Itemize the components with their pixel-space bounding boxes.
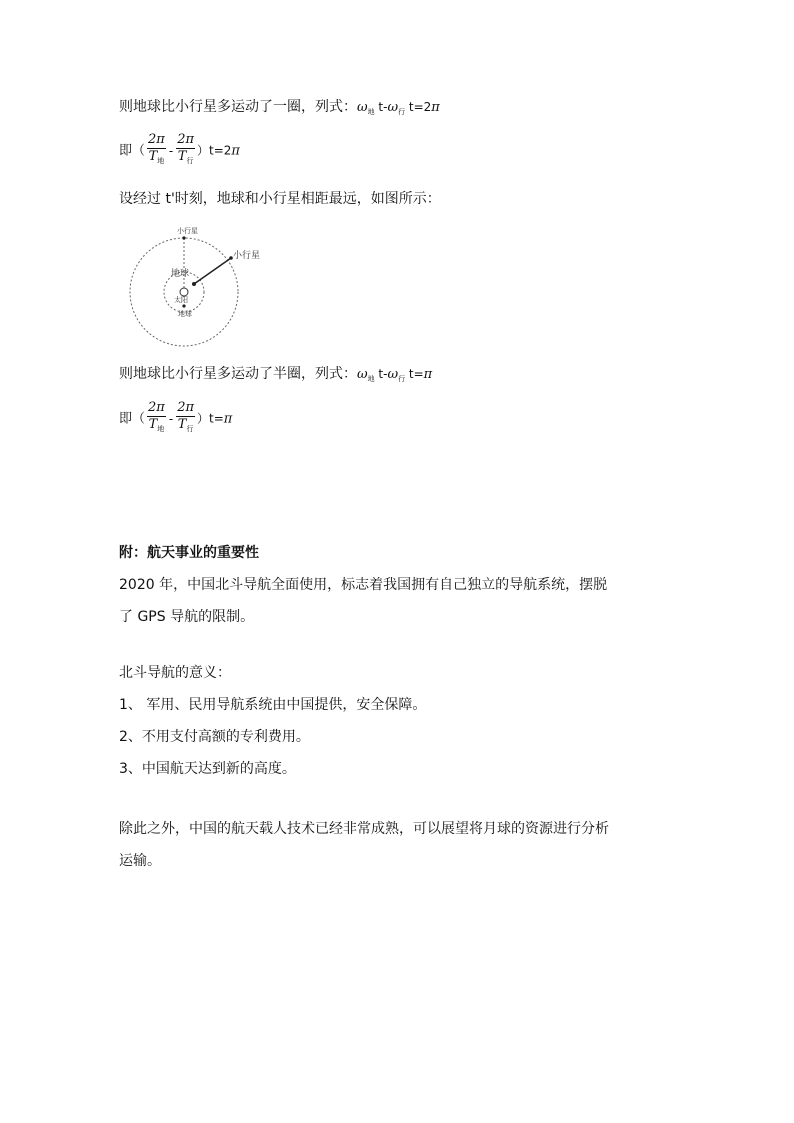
full-circle-text: 则地球比小行星多运动了一圈，列式： xyxy=(119,99,357,115)
label-asteroid-right: 小行星 xyxy=(233,251,261,261)
para2-line2: 运输。 xyxy=(119,853,161,869)
meaning-item-1: 1、 军用、民用导航系统由中国提供，安全保障。 xyxy=(119,697,427,713)
half-circle-text: 则地球比小行星多运动了半圈，列式： xyxy=(119,366,357,382)
omega-earth: $\omega_地$ xyxy=(357,100,375,116)
fraction-equation-2: 即（ $\frac{2\pi}{T_地}$ - $\frac{2\pi}{T_行}$ ）t=π xyxy=(119,400,232,438)
sun xyxy=(180,288,188,296)
earth-dot-bottom xyxy=(182,304,185,307)
earth-dot-inner xyxy=(192,282,196,286)
solid-line-to-asteroid xyxy=(194,258,231,284)
meaning-item-2: 2、不用支付高额的专利费用。 xyxy=(119,729,310,745)
setup-line: 设经过 t'时刻，地球和小行星相距最远，如图所示： xyxy=(119,191,441,207)
orbit-diagram xyxy=(120,222,280,352)
meaning-title: 北斗导航的意义： xyxy=(119,665,231,681)
para1-line1: 2020 年，中国北斗导航全面使用，标志着我国拥有自己独立的导航系统，摆脱 xyxy=(119,577,608,593)
fraction-asteroid: $\frac{2\pi}{T_行}$ xyxy=(175,132,196,169)
equation-line-full-circle: 则地球比小行星多运动了一圈，列式：$\omega_地$ $t-\omega_行$ t=2π xyxy=(119,99,440,116)
appendix-heading: 附：航天事业的重要性 xyxy=(119,545,259,561)
asteroid-dot-top xyxy=(182,236,185,239)
label-earth-bottom: 地球 xyxy=(178,310,192,318)
meaning-item-3: 3、中国航天达到新的高度。 xyxy=(119,761,296,777)
fraction-equation-1: 即（ $\frac{2\pi}{T_地}$ - $\frac{2\pi}{T_行}$ ）t=2π xyxy=(119,132,240,170)
fraction-earth: $\frac{2\pi}{T_地}$ xyxy=(146,132,167,169)
para1-line2: 了 GPS 导航的限制。 xyxy=(119,609,255,625)
label-sun: 太阳 xyxy=(174,296,188,304)
omega-asteroid: $\omega_行$ xyxy=(387,100,406,116)
equation-line-half-circle: 则地球比小行星多运动了半圈，列式：$\omega_地$ $t-\omega_行$ t=π xyxy=(119,366,433,383)
label-asteroid-top: 小行星 xyxy=(177,227,198,235)
para2-line1: 除此之外，中国的航天载人技术已经非常成熟，可以展望将月球的资源进行分析 xyxy=(119,821,609,837)
label-earth-inner: 地球 xyxy=(171,269,190,279)
